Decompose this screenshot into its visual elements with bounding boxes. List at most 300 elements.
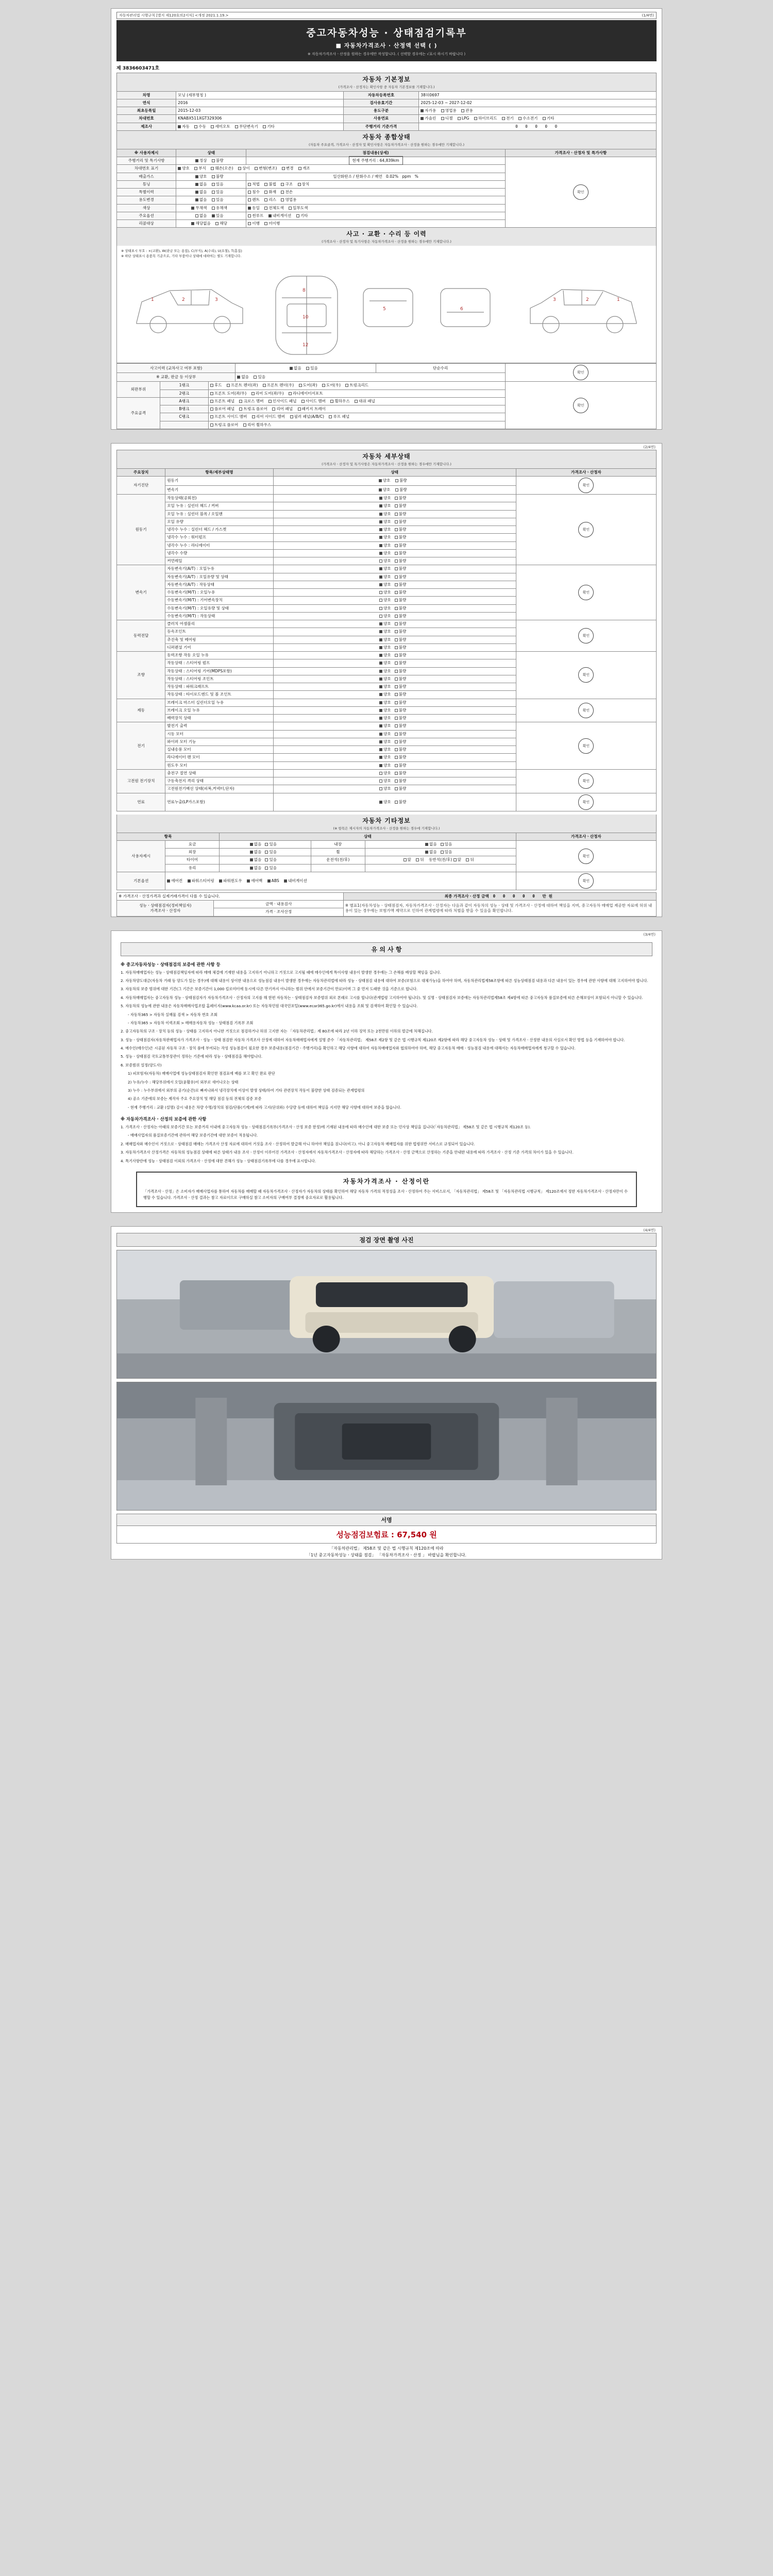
checkbox-fender-r[interactable]: 프론트 펜더(우)	[263, 383, 294, 388]
row-detail-options	[246, 212, 506, 219]
checkbox-color-chromatic[interactable]: 유채색	[212, 206, 227, 211]
rank-extra	[160, 421, 208, 429]
checkbox-good[interactable]: 양호	[379, 527, 391, 532]
checkbox-rent[interactable]: 렌트	[248, 197, 260, 202]
checkbox-good[interactable]: 양호	[379, 653, 391, 658]
notice-list-2	[121, 1124, 652, 1164]
checkbox-nav[interactable]: 내비게이션	[284, 878, 307, 884]
checkbox-lease[interactable]: 리스	[264, 197, 276, 202]
checkbox-bad[interactable]: 불량	[395, 478, 407, 483]
checkbox-mileage-bad[interactable]: 불량	[212, 158, 224, 163]
checkbox-good[interactable]: 양호	[379, 487, 391, 493]
checkbox-front-side-member[interactable]: 프론트 사이드 멤버	[210, 414, 247, 419]
checkbox-package-tray[interactable]: 패키지 트레이	[298, 406, 326, 412]
item-idle: 작동상태(공회전)	[165, 495, 273, 502]
checkbox-bad[interactable]: 불량	[395, 574, 407, 580]
state-oil-level	[273, 518, 516, 526]
checkbox-recall-na[interactable]: 해당없음	[191, 221, 210, 226]
checkbox-yes[interactable]: 있음	[265, 850, 277, 855]
checkbox-good[interactable]: 양호	[379, 739, 391, 744]
checkbox-trunk-floor[interactable]: 트렁크 플로어	[239, 406, 267, 412]
checkbox-yes[interactable]: 있음	[441, 842, 452, 847]
checkbox-mileage-good[interactable]: 정상	[195, 158, 207, 163]
checkbox-bad[interactable]: 불량	[395, 716, 407, 721]
checkbox-front-2[interactable]: 앞	[453, 857, 461, 862]
checkbox-side-member[interactable]: 사이드 멤버	[301, 399, 326, 404]
checkbox-bad[interactable]: 불량	[395, 503, 407, 509]
checkbox-option-other[interactable]: 기타	[296, 213, 308, 218]
item-mt-level: 수동변속기(M/T) : 오일유량 및 상태	[165, 604, 273, 612]
checkbox-bad[interactable]: 불량	[395, 786, 407, 791]
checkbox-trans-manual[interactable]: 수동	[194, 124, 206, 129]
checkbox-airbag[interactable]: 에어백	[247, 878, 262, 884]
item-booster: 배력장치 상태	[165, 715, 273, 722]
item-at-operation: 자동변속기(A/T) : 작동상태	[165, 581, 273, 588]
declaration-box	[136, 1172, 637, 1207]
table-row	[117, 495, 657, 502]
page-2	[111, 443, 662, 917]
checkbox-good[interactable]: 양호	[379, 800, 391, 805]
etc-desc: (※ 항목은 제시자의 자동차가격조사ㆍ산정을 원하는 경우에 기재합니다.)	[333, 826, 440, 831]
checkbox-sunroof[interactable]: 썬루프	[248, 213, 263, 218]
price-header	[343, 892, 656, 900]
table-row	[117, 722, 657, 730]
checkbox-trans-auto[interactable]: 자동	[178, 124, 190, 129]
parts-rank-table	[116, 381, 657, 429]
checkbox-floor-panel[interactable]: 플로어 패널	[210, 406, 234, 412]
state-at-leak	[273, 565, 516, 573]
checkbox-yes[interactable]: 있음	[265, 857, 277, 862]
checkbox-bad[interactable]: 불량	[395, 692, 407, 697]
checkbox-vin-modified[interactable]: 개조	[298, 166, 310, 171]
item-master-cylinder: 브레이크 마스터 실린더오일 누유	[165, 699, 273, 706]
checkbox-none[interactable]: 없음	[250, 850, 262, 855]
table-row	[117, 477, 657, 486]
overall-sign-cell	[505, 157, 656, 228]
checkbox-bad[interactable]: 불량	[395, 700, 407, 705]
checkbox-bad[interactable]: 불량	[395, 763, 407, 768]
checkbox-bad[interactable]: 불량	[395, 684, 407, 689]
checkbox-rear-door[interactable]: 리어 도어(좌/우)	[251, 391, 284, 396]
svg-text:2: 2	[586, 297, 589, 303]
checkbox-rear-wheel-house[interactable]: 리어 휠하우스	[243, 422, 271, 428]
col-detail: 점검내용(상세)	[246, 149, 506, 157]
state-battery-isolation	[273, 777, 516, 785]
checkbox-good[interactable]: 양호	[379, 778, 391, 784]
checkbox-bad[interactable]: 불량	[395, 669, 407, 674]
checkbox-fuel-electric[interactable]: 전기	[502, 116, 514, 121]
state-radiator-fan-motor	[273, 754, 516, 761]
checkbox-good[interactable]: 양호	[379, 669, 391, 674]
checkbox-good[interactable]: 양호	[379, 637, 391, 642]
value-first-reg: 2015-12-03	[176, 107, 344, 115]
checkbox-good[interactable]: 양호	[379, 684, 391, 689]
state-wheel	[365, 849, 516, 856]
checkbox-yes[interactable]: 있음	[265, 866, 277, 871]
inspection-fee: 성능점검보험료 : 67,540 원	[116, 1526, 657, 1544]
checkbox-color-partial-repaint[interactable]: 일부도색	[289, 206, 308, 211]
state-cv-joint	[273, 628, 516, 636]
document-number: 제 3836603471호	[116, 65, 160, 71]
page-3	[111, 930, 662, 1213]
item-window-motor: 윈도우 모터	[165, 761, 273, 769]
checkbox-flood[interactable]: 침수	[248, 190, 260, 195]
col-price-sign: 가격조사ㆍ산정자 및 특가사항	[505, 149, 656, 157]
col-item-name: 항목/세부상태명	[165, 468, 273, 476]
checkbox-fuel-other[interactable]: 기타	[543, 116, 554, 121]
checkbox-usechange-none[interactable]: 없음	[195, 197, 207, 202]
checkbox-bad[interactable]: 불량	[395, 551, 407, 556]
checkbox-hood[interactable]: 후드	[210, 383, 222, 388]
checkbox-fuel-hybrid[interactable]: 하이브리드	[474, 116, 497, 121]
footer-note	[116, 1544, 657, 1559]
checkbox-trans-other[interactable]: 기타	[263, 124, 275, 129]
item-noise: 요금	[165, 840, 220, 848]
checkbox-abs[interactable]: ABS	[267, 878, 279, 884]
checkbox-good[interactable]: 양호	[379, 660, 391, 666]
checkbox-good[interactable]: 양호	[379, 716, 391, 721]
checkbox-fuel-gasoline[interactable]: 가솔린	[421, 116, 436, 121]
checkbox-bad[interactable]: 불량	[395, 771, 407, 776]
checkbox-good[interactable]: 양호	[379, 551, 391, 556]
checkbox-bad[interactable]: 불량	[395, 660, 407, 666]
checkbox-bad[interactable]: 불량	[395, 496, 407, 501]
item-engine: 원동기	[165, 477, 273, 486]
col-state: 상태	[176, 149, 246, 157]
overall-title: 자동차 종합상태	[362, 133, 411, 141]
table-row	[117, 91, 657, 99]
table-row	[117, 793, 657, 811]
mileage-box: 현재 주행거리 : 64,839km	[349, 156, 403, 165]
checkbox-bad[interactable]: 불량	[395, 590, 407, 595]
group-steering: 조향	[117, 652, 165, 699]
checkbox-good[interactable]: 양호	[379, 519, 391, 524]
checkbox-bad[interactable]: 불량	[395, 598, 407, 603]
table-row	[117, 620, 657, 628]
checkbox-good[interactable]: 양호	[379, 700, 391, 705]
checkbox-trans-semi[interactable]: 세미오토	[211, 124, 230, 129]
checkbox-none[interactable]: 없음	[425, 850, 437, 855]
checkbox-color-full-repaint[interactable]: 전체도색	[264, 206, 283, 211]
checkbox-none[interactable]: 없음	[250, 866, 262, 871]
checkbox-good[interactable]: 양호	[379, 582, 391, 587]
checkbox-tuning-legal[interactable]: 적법	[248, 182, 260, 187]
checkbox-special-yes[interactable]: 있음	[212, 190, 224, 195]
checkbox-good[interactable]: 양호	[379, 755, 391, 760]
checkbox-good[interactable]: 양호	[379, 512, 391, 517]
checkbox-bad[interactable]: 불량	[395, 519, 407, 524]
checkbox-bad[interactable]: 불량	[395, 653, 407, 658]
checkbox-parts-none[interactable]: 없음	[237, 375, 249, 380]
table-header-row	[117, 833, 657, 840]
checkbox-none[interactable]: 없음	[425, 842, 437, 847]
checkbox-accident-yes[interactable]: 있음	[306, 366, 318, 371]
checkbox-good[interactable]: 양호	[379, 629, 391, 634]
photo-band-title: 점검 장면 촬영 사진	[116, 1233, 657, 1247]
checkbox-front[interactable]: 앞	[404, 857, 411, 862]
value-inspection-period: 2025-12-03 ~ 2027-12-02	[419, 99, 657, 107]
checkbox-good[interactable]: 양호	[379, 771, 391, 776]
checkbox-good[interactable]: 양호	[379, 598, 391, 603]
row-label-special-history: 특별이력	[117, 189, 176, 196]
basic-info-desc: (가격조사ㆍ산정자는 확인사항 중 자동차 기본정보를 기재합니다.)	[338, 84, 435, 89]
checkbox-vin-damage[interactable]: 훼손(오손)	[211, 166, 233, 171]
item-coolant-level: 냉각수 수량	[165, 549, 273, 557]
checkbox-color-achromatic[interactable]: 무채색	[191, 206, 207, 211]
checkbox-accident-none[interactable]: 없음	[290, 366, 301, 371]
checkbox-vin-altered[interactable]: 변형(변조)	[255, 166, 277, 171]
checkbox-good[interactable]: 양호	[379, 708, 391, 713]
checkbox-fuel-lpg[interactable]: LPG	[458, 116, 469, 121]
checkbox-recall-yes[interactable]: 해당	[215, 221, 227, 226]
checkbox-power-steering[interactable]: 파워스티어링	[188, 878, 214, 884]
state-wiper-motor	[273, 738, 516, 745]
checkbox-use-business[interactable]: 영업용	[441, 108, 457, 113]
checkbox-good[interactable]: 양호	[379, 558, 391, 564]
state-blower-motor	[273, 746, 516, 754]
checkbox-trunk-floor-2[interactable]: 트렁크 플로어	[210, 422, 238, 428]
notice-item: 1. 가격조사ㆍ산정자는 아래의 보증기간 또는 보증거리 이내에 중고자동차 성능ㆍ상태점검기록부(가격조사ㆍ산정 보증 한정)에 기재된 내용에 따라 매수인에 대한 보증 또는 민사상 책임을 집니다(「자동차관리법」 제58조 및 같은 법 시행규칙 제120조 등).	[121, 1125, 531, 1130]
checkbox-bad[interactable]: 불량	[395, 645, 407, 650]
table-row	[117, 699, 657, 706]
checkbox-rear-2[interactable]: 뒤	[466, 857, 474, 862]
checkbox-bad[interactable]: 불량	[395, 606, 407, 611]
checkbox-fender-l[interactable]: 프론트 펜더(좌)	[227, 383, 258, 388]
checkbox-good[interactable]: 양호	[379, 763, 391, 768]
checkbox-fire[interactable]: 화재	[264, 190, 276, 195]
row-label-vin-mark: 차대번호 표기	[117, 165, 176, 173]
checkbox-front-door[interactable]: 프론트 도어(좌/우)	[210, 391, 246, 396]
checkbox-fuel-diesel[interactable]: 디젤	[441, 116, 453, 121]
checkbox-good[interactable]: 양호	[379, 590, 391, 595]
checkbox-bad[interactable]: 불량	[395, 723, 407, 728]
checkbox-yes[interactable]: 있음	[265, 842, 277, 847]
checkbox-bad[interactable]: 불량	[395, 527, 407, 532]
checkbox-bad[interactable]: 불량	[395, 535, 407, 540]
value-odo-digits: 0 0 0 0 0	[419, 123, 657, 130]
checkbox-good[interactable]: 양호	[379, 614, 391, 619]
checkbox-front-panel[interactable]: 프론트 패널	[210, 399, 234, 404]
stamp: 확인	[578, 478, 594, 493]
checkbox-vin-corrosion[interactable]: 부식	[194, 166, 206, 171]
state-tie-rod	[273, 691, 516, 699]
checkbox-good[interactable]: 양호	[379, 503, 391, 509]
item-at-level: 자동변속기(A/T) : 오일유량 및 상태	[165, 573, 273, 581]
checkbox-wheel-house[interactable]: 휠하우스	[330, 399, 349, 404]
label-accident-history: 사고이력 (교차사고 여부 포함)	[117, 364, 236, 373]
checkbox-color-same[interactable]: 동일	[248, 206, 260, 211]
checkbox-rear[interactable]: 뒤	[416, 857, 424, 862]
checkbox-good[interactable]: 양호	[379, 723, 391, 728]
checkbox-good[interactable]: 양호	[379, 732, 391, 737]
checkbox-tuning-structure[interactable]: 구조	[281, 182, 293, 187]
checkbox-vin-good[interactable]: 양호	[178, 166, 190, 171]
form-code: 자동차관리법 시행규칙 [별지 제120호의2서식] <개정 2021.1.19.>	[119, 13, 229, 18]
notice-item: - 매매사업자의 품질보증기간에 관하여 해당 보증기간에 대한 보증이 적용됩니다.	[128, 1133, 258, 1138]
checkbox-good[interactable]: 양호	[379, 543, 391, 548]
checkbox-fuel-hydrogen[interactable]: 수소전기	[518, 116, 537, 121]
row-state-recall	[176, 220, 246, 228]
table-row	[117, 872, 657, 890]
value-accident-history	[236, 364, 376, 373]
checkbox-good[interactable]: 양호	[379, 606, 391, 611]
rank-1: 1랭크	[160, 382, 208, 389]
checkbox-door-l[interactable]: 도어(좌)	[299, 383, 317, 388]
car-diagram-svg	[121, 261, 652, 359]
checkbox-trunk-lid[interactable]: 트렁크리드	[345, 383, 368, 388]
responsibility-text: ※ 별표1(자동차성능ㆍ상태점검자, 자동차가격조사ㆍ산정자는 다음과 같이 자동차의 성능ㆍ상태 및 가격조사ㆍ산정에 대하여 책임을 지며, 중고자동차 매매업 제공한 자료에 허위 내용이 있는 경우에는 보험가액 제약으로 인하여 관계법령에 따라 처벌을 받을 수 있음을 확인합니다.	[343, 901, 656, 917]
label-use-type: 용도구분	[343, 107, 419, 115]
checkbox-pillar-panel[interactable]: 필러 패널(A/B/C)	[290, 414, 325, 419]
checkbox-none[interactable]: 없음	[250, 842, 262, 847]
checkbox-bad[interactable]: 불량	[395, 800, 407, 805]
checkbox-parts-yes[interactable]: 있음	[254, 375, 265, 380]
doc-title: 중고자동차성능 · 상태점검기록부	[306, 27, 467, 39]
state-driver-passenger	[365, 856, 516, 864]
checkbox-use-official[interactable]: 관용	[461, 108, 473, 113]
checkbox-aircon[interactable]: 에어컨	[167, 878, 182, 884]
checkbox-bad[interactable]: 불량	[395, 637, 407, 642]
checkbox-bad[interactable]: 불량	[395, 512, 407, 517]
state-water-pump	[273, 534, 516, 541]
checkbox-good[interactable]: 양호	[379, 621, 391, 626]
label-maker: 제조사	[117, 123, 176, 130]
checkbox-good[interactable]: 양호	[379, 676, 391, 682]
checkbox-bad[interactable]: 불량	[395, 566, 407, 571]
checkbox-bad[interactable]: 불량	[395, 747, 407, 752]
stamp: 확인	[578, 667, 594, 683]
table-row	[117, 892, 657, 900]
checkbox-tuning-none[interactable]: 없음	[195, 182, 207, 187]
state-oil-head	[273, 502, 516, 510]
item-mt-leak: 수동변속기(M/T) : 오일누유	[165, 589, 273, 597]
checkbox-bad[interactable]: 불량	[395, 621, 407, 626]
row-detail-special	[246, 189, 506, 196]
checkbox-vin-different[interactable]: 상이	[238, 166, 250, 171]
checkbox-radiator-support[interactable]: 라디에이터서포트	[289, 391, 323, 396]
parts-stamp: 확인	[573, 398, 589, 413]
checkbox-tuning-illegal[interactable]: 불법	[264, 182, 276, 187]
checkbox-none[interactable]: 없음	[250, 857, 262, 862]
checkbox-good[interactable]: 양호	[379, 645, 391, 650]
checkbox-navigation[interactable]: 내비게이션	[268, 213, 292, 218]
checkbox-bad[interactable]: 불량	[395, 487, 407, 493]
checkbox-good[interactable]: 양호	[379, 535, 391, 540]
label-odo-base: 주행거리 기준가격	[343, 123, 419, 130]
checkbox-special-none[interactable]: 없음	[195, 190, 207, 195]
state-oil-block	[273, 510, 516, 518]
checkbox-bad[interactable]: 불량	[395, 778, 407, 784]
checkbox-good[interactable]: 양호	[379, 692, 391, 697]
checkbox-good[interactable]: 양호	[379, 478, 391, 483]
col-item-sign: 가격조사ㆍ산정자	[516, 468, 656, 476]
checkbox-tuning-device[interactable]: 장치	[298, 182, 310, 187]
item-driver-seat: 운전석(전/후)	[311, 856, 365, 864]
stamp: 확인	[578, 738, 594, 754]
form-header-note	[116, 12, 657, 19]
checkbox-good[interactable]: 양호	[379, 574, 391, 580]
checkbox-options-none[interactable]: 없음	[195, 213, 207, 218]
table-row	[117, 99, 657, 107]
checkbox-emission-good[interactable]: 양호	[195, 174, 207, 179]
checkbox-dash-panel[interactable]: 대쉬 패널	[355, 399, 375, 404]
table-row	[117, 115, 657, 123]
checkbox-roof-panel[interactable]: 루프 패널	[329, 414, 349, 419]
checkbox-bad[interactable]: 불량	[395, 755, 407, 760]
col-etc-sign: 가격조사ㆍ산정자	[516, 833, 656, 840]
checkbox-vin-changed[interactable]: 변경	[282, 166, 294, 171]
state-noise	[219, 840, 311, 848]
stamp: 확인	[578, 873, 594, 889]
notice-head-2: ※ 자동차가격조사 · 산정의 보증에 관한 사항	[121, 1116, 207, 1122]
checkbox-cross-member[interactable]: 크로스 멤버	[239, 399, 263, 404]
label-plate: 자동차등록번호	[343, 91, 419, 99]
checkbox-rear-panel[interactable]: 리어 패널	[272, 406, 293, 412]
signature-band: 서명	[116, 1514, 657, 1526]
doc-subtitle: ■ 자동차가격조사 · 산정액 선택 ( )	[335, 42, 438, 49]
checkbox-bad[interactable]: 불량	[395, 558, 407, 564]
checkbox-bad[interactable]: 불량	[395, 732, 407, 737]
checkbox-good[interactable]: 양호	[379, 786, 391, 791]
row-detail-use-change	[246, 196, 506, 204]
row-label-tuning: 튜닝	[117, 180, 176, 188]
checkbox-inside-panel[interactable]: 인사이드 패널	[268, 399, 296, 404]
footer-line-2: 「1년 중고자동차성능ㆍ상태를 점검」 「자동차가격조사ㆍ산정 」 바랍님을 확인합니다.	[307, 1553, 466, 1558]
checkbox-bad[interactable]: 불량	[395, 676, 407, 682]
checkbox-bad[interactable]: 불량	[395, 739, 407, 744]
svg-text:12: 12	[303, 343, 309, 348]
item-hv-wiring: 고전원전기배선 상태(피복,커넥터,단자)	[165, 785, 273, 793]
checkbox-bad[interactable]: 불량	[395, 708, 407, 713]
checkbox-door-r[interactable]: 도어(우)	[322, 383, 341, 388]
svg-text:3: 3	[553, 297, 556, 303]
checkbox-bad[interactable]: 불량	[395, 543, 407, 548]
checkbox-yes[interactable]: 있음	[441, 850, 452, 855]
checkbox-rear-side-member[interactable]: 리어 사이드 멤버	[252, 414, 285, 419]
masthead	[116, 20, 657, 61]
checkbox-recall-notdone[interactable]: 미이행	[264, 221, 280, 226]
state-alternator	[273, 722, 516, 730]
checkbox-good[interactable]: 양호	[379, 747, 391, 752]
notice-item: 5. 자동차의 성능에 관한 내용은 자동차매매사업조합 홈페이지(www.kcaa.or.kr) 또는 자동차민원 대국민포털(www.ecar365.go.kr)에서 내용을 조회 및 검색하여 확인할 수 있습니다.	[121, 1004, 418, 1009]
row-detail-tuning	[246, 180, 506, 188]
checkbox-tuning-yes[interactable]: 있음	[212, 182, 224, 187]
checkbox-usechange-yes[interactable]: 있음	[212, 197, 224, 202]
checkbox-bad[interactable]: 불량	[395, 614, 407, 619]
checkbox-total-loss[interactable]: 전손	[281, 190, 293, 195]
item-wheel: 휠	[311, 849, 365, 856]
emission-names: 일산화탄소 / 탄화수소 / 매연	[333, 174, 382, 179]
checkbox-power-window[interactable]: 파워윈도우	[219, 878, 242, 884]
checkbox-bad[interactable]: 불량	[395, 629, 407, 634]
notice-item: 2. 매매업자와 매수인이 거짓으로ㆍ상태점검 매매는 가격조사 산정 자료에 대하여 거짓을 조사ㆍ산정하여 발급해 아니 하여야 책임을 짐니다(비고). 아니 중고자동차 매매업자를 위한 법령위반 서비스로 규정되어 있습니다.	[121, 1141, 475, 1146]
checkbox-commercial[interactable]: 영업용	[281, 197, 296, 202]
checkbox-emission-bad[interactable]: 불량	[212, 174, 224, 179]
state-mt-leak	[273, 589, 516, 597]
checkbox-use-private[interactable]: 자가용	[421, 108, 436, 113]
state-engine	[273, 477, 516, 486]
checkbox-options-yes[interactable]: 있음	[212, 213, 224, 218]
checkbox-good[interactable]: 양호	[379, 496, 391, 501]
checkbox-bad[interactable]: 불량	[395, 582, 407, 587]
checkbox-trans-cvt[interactable]: 무단변속기	[235, 124, 258, 129]
checkbox-good[interactable]: 양호	[379, 566, 391, 571]
state-booster	[273, 715, 516, 722]
checkbox-recall-done[interactable]: 이행	[248, 221, 260, 226]
notice-item: 4. 매수인(매수인)은 시공된 자동차 구조ㆍ장치 품에 부여되는 작성 성능점검이 필요한 경우 보증내용(점검기간ㆍ주행거리)을 확인하고 해당 사항에 대하여 자동차매매업자와 협의하여야 하며, 해당 중고자동차 매매ㆍ성능점검 내용에 대해서는 자동차매매업자에게 청구할 수 있습니다.	[121, 1046, 576, 1051]
state-mt-operation	[273, 612, 516, 620]
item-wiper-motor: 와이퍼 모터 기능	[165, 738, 273, 745]
